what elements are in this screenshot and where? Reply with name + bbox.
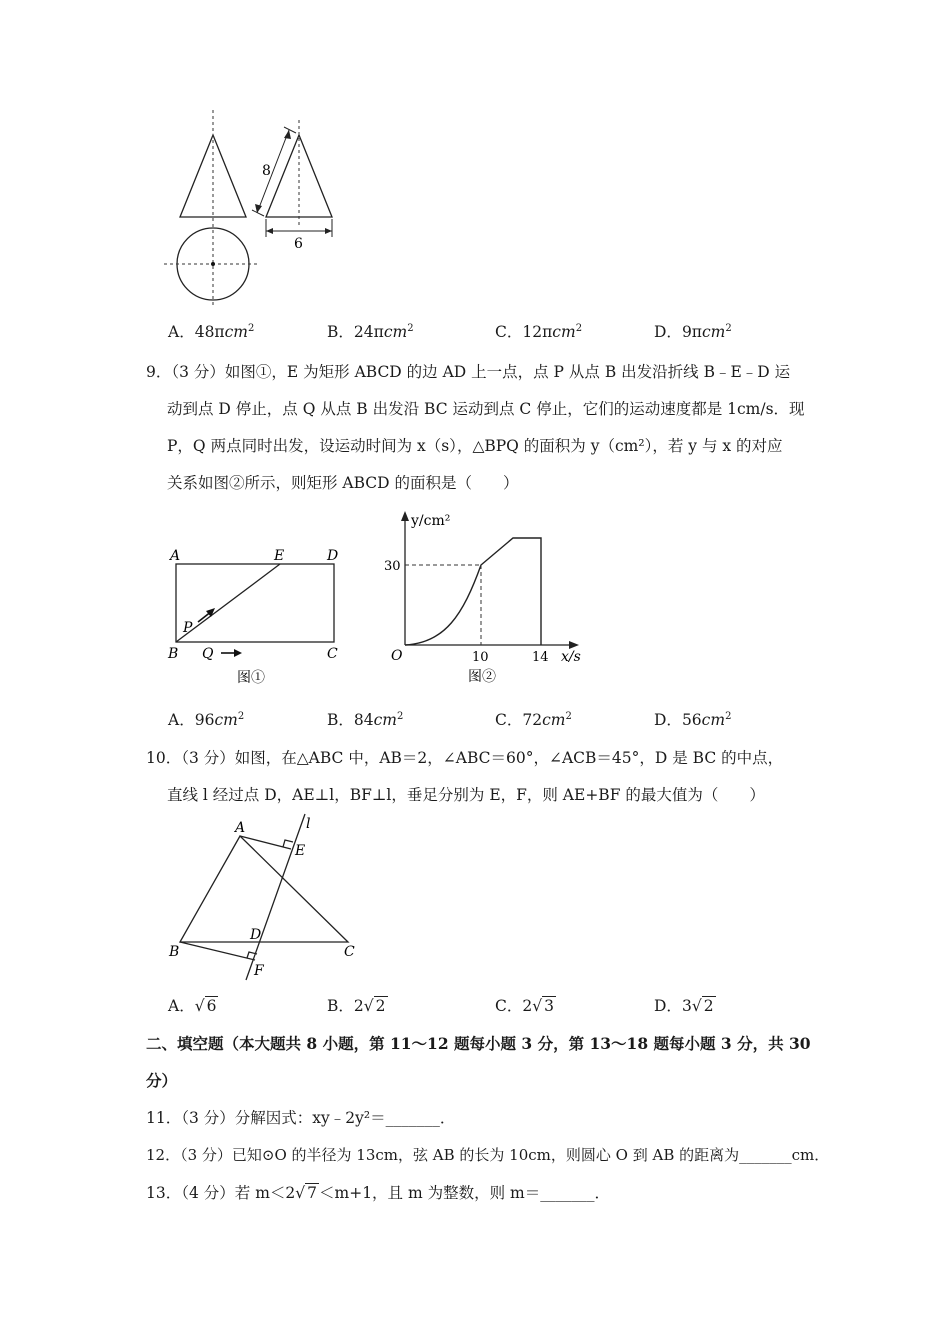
q10-option-c[interactable]: C．2√ 3: [495, 997, 555, 1015]
graph-tick-10: 10: [472, 650, 489, 665]
q9-line-3: P，Q 两点同时出发，设运动时间为 x（s），△BPQ 的面积为 y（cm²），若 y 与 x 的对应: [167, 437, 783, 455]
q10-option-d[interactable]: D．3√ 2: [654, 997, 714, 1015]
graph-ylabel: y/cm²: [411, 513, 451, 529]
graph-tick-30: 30: [384, 559, 401, 574]
label-E: E: [295, 843, 306, 859]
graph-origin: O: [391, 648, 403, 664]
label-slant: 8: [262, 163, 271, 179]
label-C: C: [344, 944, 355, 960]
cone-views-figure: [150, 105, 360, 310]
label-D: D: [327, 548, 339, 564]
q9-option-c[interactable]: C．$72cm^2$: [495, 711, 572, 729]
sqrt-icon: √: [295, 1184, 306, 1202]
label-A: A: [235, 820, 246, 836]
q10-line-1: 10．（3 分）如图，在△ABC 中，AB＝2，∠ABC＝60°，∠ACB＝45°，D 是 BC 的中点，: [146, 749, 784, 767]
label-Q: Q: [202, 646, 214, 662]
sqrt-icon: √: [532, 997, 543, 1015]
label-base: 6: [294, 236, 303, 252]
label-B: B: [169, 944, 180, 960]
section-heading-line-2: 分）: [146, 1071, 178, 1090]
label-C: C: [327, 646, 338, 662]
section-heading-line-1: 二、填空题（本大题共 8 小题，第 11～12 题每小题 3 分，第 13～18 题每小题 3 分，共 30: [146, 1034, 811, 1053]
q9-figure-graph: [375, 505, 615, 690]
q10-figure-triangle: [160, 812, 380, 984]
sqrt-icon: √: [363, 997, 374, 1015]
label-B: B: [168, 646, 179, 662]
q10-line-2: 直线 l 经过点 D，AE⊥l，BF⊥l，垂足分别为 E，F，则 AE+BF 的最大值为（ ）: [167, 786, 765, 804]
sqrt-icon: √: [194, 997, 205, 1015]
q9-line-4: 关系如图②所示，则矩形 ABCD 的面积是（ ）: [167, 474, 519, 492]
q8-option-a[interactable]: A．48πcm$^2$: [168, 323, 255, 341]
caption-fig2: 图②: [468, 669, 496, 685]
q8-option-b[interactable]: B．24πcm$^2$: [327, 323, 414, 341]
graph-xlabel: x/s: [561, 649, 581, 665]
q9-option-a[interactable]: A．$96cm^2$: [168, 711, 245, 729]
label-P: P: [183, 620, 193, 636]
q9-option-b[interactable]: B．$84cm^2$: [327, 711, 404, 729]
q12: 12．（3 分）已知⊙O 的半径为 13cm，弦 AB 的长为 10cm，则圆心 O 到 AB 的距离为_______cm．: [146, 1146, 830, 1164]
q9-line-1: 9．（3 分）如图①，E 为矩形 ABCD 的边 AD 上一点，点 P 从点 B 出发沿折线 B﹣E﹣D 运: [146, 363, 791, 381]
label-l: l: [306, 816, 311, 832]
q10-option-a[interactable]: A．√ 6: [168, 997, 217, 1015]
q8-option-d[interactable]: D．9πcm$^2$: [654, 323, 732, 341]
label-F: F: [254, 963, 264, 979]
label-E: E: [274, 548, 285, 564]
q13: 13．（4 分）若 m＜2√ 7 ＜m+1，且 m 为整数，则 m＝_______．: [146, 1184, 610, 1202]
q10-option-b[interactable]: B．2√ 2: [327, 997, 386, 1015]
graph-tick-14: 14: [532, 650, 549, 665]
q8-option-c[interactable]: C．12πcm$^2$: [495, 323, 583, 341]
caption-fig1: 图①: [237, 670, 265, 686]
q9-figure-rectangle: [160, 540, 360, 690]
q11: 11．（3 分）分解因式：xy﹣2y²＝_______．: [146, 1109, 456, 1127]
q9-option-d[interactable]: D．$56cm^2$: [654, 711, 732, 729]
q9-line-2: 动到点 D 停止，点 Q 从点 B 出发沿 BC 运动到点 C 停止，它们的运动速度都是 1cm/s．现: [167, 400, 805, 418]
label-D: D: [250, 927, 262, 943]
label-A: A: [170, 548, 181, 564]
sqrt-icon: √: [691, 997, 702, 1015]
